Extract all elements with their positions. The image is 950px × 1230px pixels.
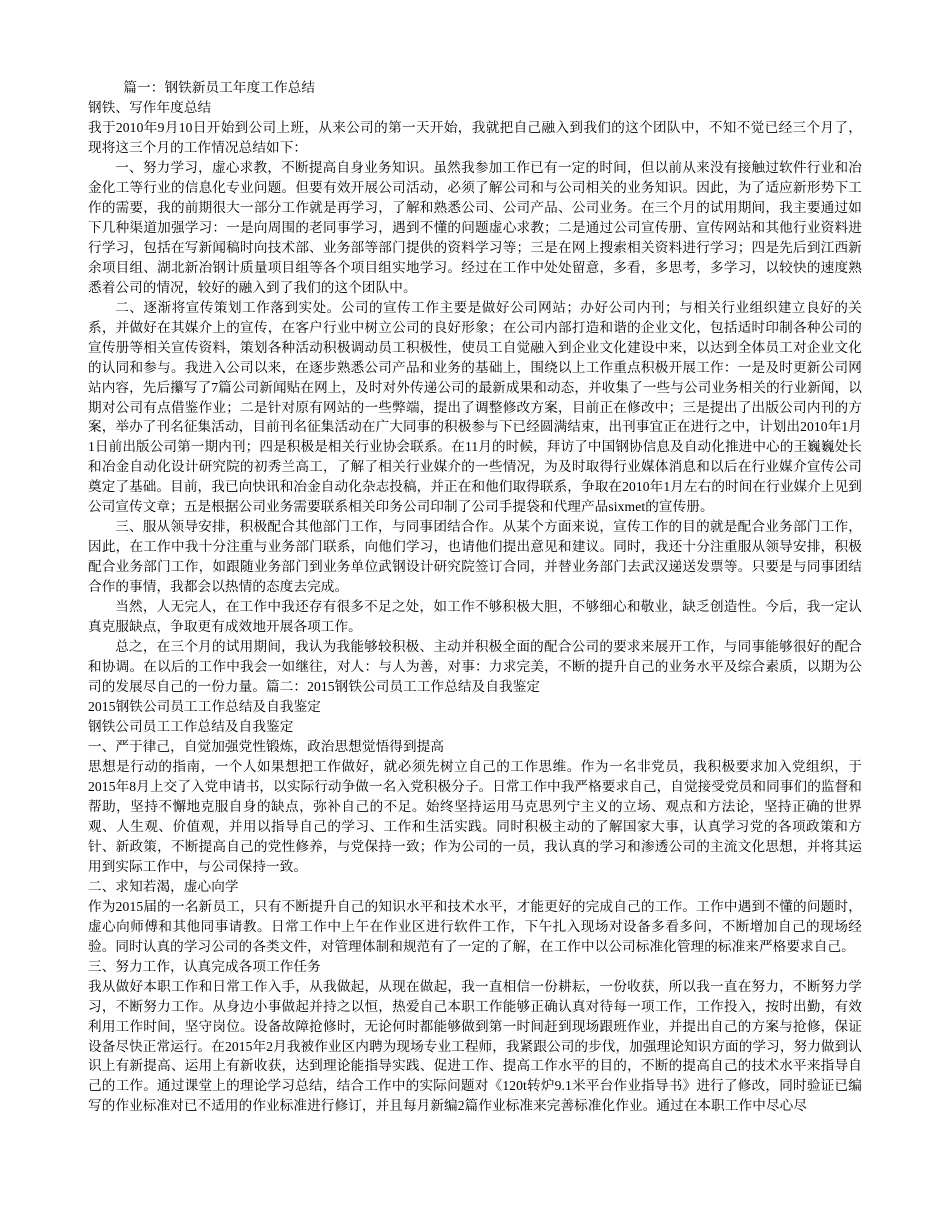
paragraph-section-1-title: 一、严于律己，自觉加强党性锻炼，政治思想觉悟得到提高 — [88, 738, 445, 754]
paragraph-body-5: 当然，人无完人，在工作中我还存有很多不足之处，如工作不够积极大胆，不够细心和敬业，缺乏创造性。今后，我一定认真克服缺点，争取更有成效地开展各项工作。 — [88, 599, 862, 635]
paragraph-section-3-body: 我从做好本职工作和日常工作入手，从我做起，从现在做起，我一直相信一份耕耘，一份收获，所以我一直在努力，不断努力学习，不断努力工作。从身边小事做起并持之以恒，热爱自己本职工作能够正确认真对待每一项工作，工作投入，按时出勤，有效利用工作时间，坚守岗位。设备故障抢修时，无论何时都能够做到第一时间赶到现场跟班作业，并提出自己的方案与抢修，保证设备尽快正常运行。在2015年2月我被作业区内聘为现场专业工程师，我紧跟公司的步伐，加强理论知识方面的学习，努力做到认识上有新提高、运用上有新收获，达到理论能指导实践、促进工作、提高工作水平的目的，不断的提高自己的技术水平来指导自己的工作。通过课堂上的理论学习总结，结合工作中的实际问题对《120t转炉9.1米平台作业指导书》进行了修改，同时验证已编写的作业标准对已不适用的作业标准进行修订，并且每月新编2篇作业标准来完善标准化作业。通过在本职工作中尽心尽 — [88, 978, 862, 1114]
paragraph-heading-2: 2015钢铁公司员工工作总结及自我鉴定 — [88, 699, 321, 715]
paragraph-subtitle-1: 钢铁、写作年度总结 — [88, 99, 212, 115]
paragraph-body-1: 我于2010年9月10日开始到公司上班，从来公司的第一天开始，我就把自己融入到我们的这个团队中，不知不觉已经三个月了，现将这三个月的工作情况总结如下： — [88, 119, 862, 155]
document-body — [88, 78, 862, 1116]
paragraph-heading-pian-yi: 篇一：钢铁新员工年度工作总结 — [123, 80, 316, 95]
paragraph-section-2-title: 二、求知若渴，虚心向学 — [88, 878, 239, 894]
paragraph-section-2-body: 作为2015届的一名新员工，只有不断提升自己的知识水平和技术水平，才能更好的完成自己的工作。工作中遇到不懂的问题时，虚心向师傅和其他同事请教。日常工作中上午在作业区进行软件工作，下午扎入现场对设备多看多问，不断增加自己的现场经验。同时认真的学习公司的各类文件，对管理体制和规范有了一定的了解，在工作中以公司标准化管理的标准来严格要求自己。 — [88, 898, 862, 954]
paragraph-section-1-body: 思想是行动的指南，一个人如果想把工作做好，就必须先树立自己的工作思维。作为一名非党员，我积极要求加入党组织，于2015年8月上交了入党申请书，以实际行动争做一名入党积极分子。日常工作中我严格要求自己，自觉接受党员和同事们的监督和帮助，坚持不懈地克服自身的缺点，弥补自己的不足。始终坚持运用马克思列宁主义的立场、观点和方法论，坚持正确的世界观、人生观、价值观，并用以指导自己的学习、工作和生活实践。同时积极主动的了解国家大事，认真学习党的各项政策和方针、新政策，不断提高自己的党性修养，与党保持一致；作为公司的一员，我认真的学习和渗透公司的主流文化思想，并将其运用到实际工作中，与公司保持一致。 — [88, 758, 862, 874]
paragraph-body-4: 三、服从领导安排，积极配合其他部门工作，与同事团结合作。从某个方面来说，宣传工作的目的就是配合业务部门工作，因此，在工作中我十分注重与业务部门联系，向他们学习，也请他们提出意见和建议。同时，我还十分注重服从领导安排，积极配合业务部门工作，如跟随业务部门到业务单位武钢设计研究院签订合同，并替业务部门去武汉递送发票等。只要是与同事团结合作的事情，我都会以热情的态度去完成。 — [88, 519, 862, 595]
paragraph-section-3-title: 三、努力工作，认真完成各项工作任务 — [88, 958, 321, 974]
paragraph-body-3: 二、逐渐将宣传策划工作落到实处。公司的宣传工作主要是做好公司网站；办好公司内刊；与相关行业组织建立良好的关系，并做好在其媒介上的宣传，在客户行业中树立公司的良好形象；在公司内部打造和谐的企业文化，包括适时印制各种公司的宣传册等相关宣传资料，策划各种活动积极调动员工积极性，使员工自觉融入到企业文化建设中来，以达到全体员工对企业文化的认同和参与。我进入公司以来，在逐步熟悉公司产品和业务的基础上，围绕以上工作重点积极开展工作：一是及时更新公司网站内容，先后攥写了7篇公司新闻贴在网上，及时对外传递公司的最新成果和动态，并收集了一些与公司业务相关的行业新闻，以期对公司有点借鉴作业；二是针对原有网站的一些弊端，提出了调整修改方案，目前正在修改中；三是提出了出版公司内刊的方案，举办了刊名征集活动，目前刊名征集活动在广大同事的积极参与下已经圆满结束，出刊事宜正在进行之中，计划出2010年1月1日前出版公司第一期内刊；四是积极是相关行业协会联系。在11月的时候，拜访了中国钢协信息及自动化推进中心的王巍巍处长和冶金自动化设计研究院的初秀兰高工，了解了相关行业媒介的一些情况，为及时取得行业媒体消息和以后在行业媒介宣传公司奠定了基础。目前，我已向快讯和冶金自动化杂志投稿，并正在和他们取得联系，争取在2010年1月左右的时间在行业媒介上见到公司宣传文章；五是根据公司业务需要联系相关印务公司印制了公司手提袋和代理产品sixmet的宣传册。 — [88, 299, 862, 515]
paragraph-body-2: 一、努力学习，虚心求教，不断提高自身业务知识。虽然我参加工作已有一定的时间，但以前从来没有接触过软件行业和冶金化工等行业的信息化专业问题。但要有效开展公司活动，必须了解公司和与公司相关的业务知识。因此，为了适应新形势下工作的需要，我的前期很大一部分工作就是再学习，了解和熟悉公司、公司产品、公司业务。在三个月的试用期间，我主要通过如下几种渠道加强学习：一是向周围的老同事学习，遇到不懂的问题虚心求教；二是通过公司宣传册、宣传网站和其他行业资料进行学习，包括在写新闻稿时向技术部、业务部等部门提供的资料学习等；三是在网上搜索相关资料进行学习；四是先后到江西新余项目组、湖北新冶钢计质量项目组等各个项目组实地学习。经过在工作中处处留意，多看，多思考，多学习，以较快的速度熟悉着公司的情况，较好的融入到了我们的这个团队中。 — [88, 159, 862, 295]
paragraph-body-6: 总之，在三个月的试用期间，我认为我能够较积极、主动并积极全面的配合公司的要求来展开工作，与同事能够很好的配合和协调。在以后的工作中我会一如继往，对人：与人为善，对事：力求完美，不断的提升自己的业务水平及综合素质，以期为公司的发展尽自己的一份力量。篇二：2015钢铁公司员工工作总结及自我鉴定 — [88, 639, 862, 695]
paragraph-subtitle-2: 钢铁公司员工工作总结及自我鉴定 — [88, 719, 294, 734]
